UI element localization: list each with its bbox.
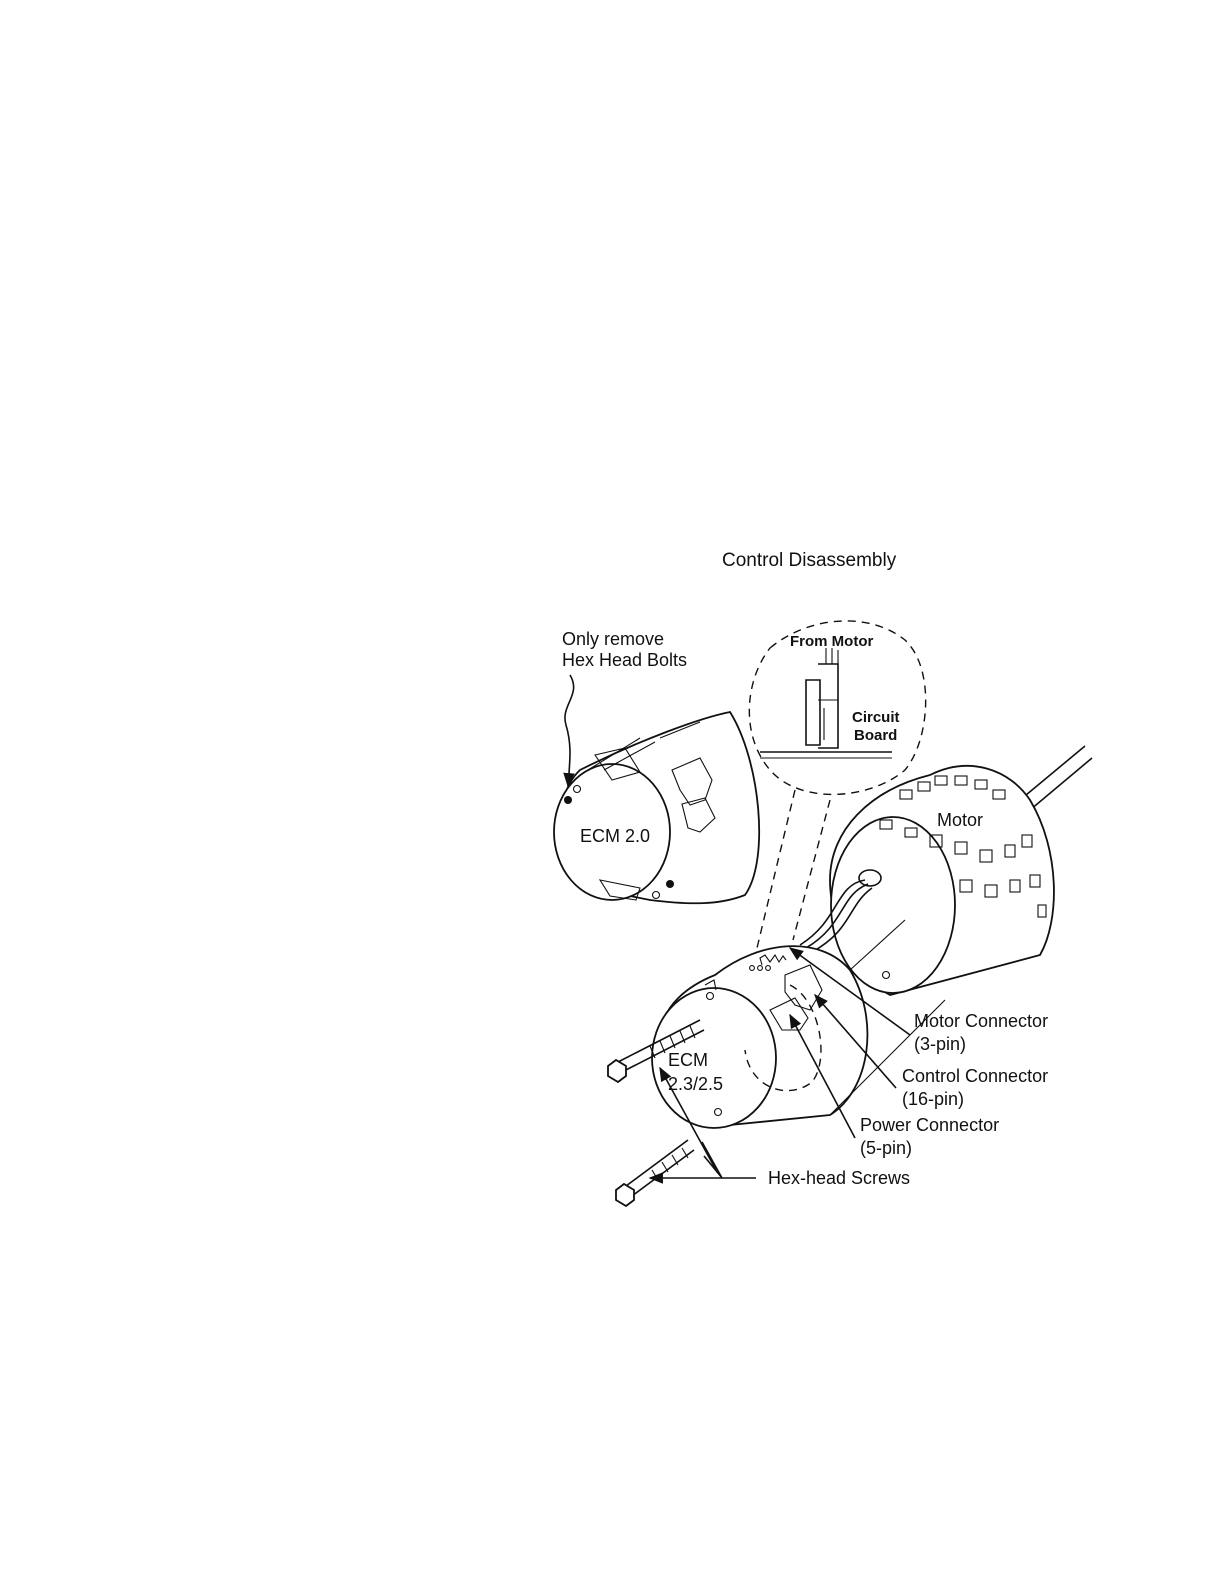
motor [830, 746, 1092, 995]
only-remove-label-line1: Only remove [562, 629, 665, 649]
circuit-label: Circuit [852, 709, 900, 726]
diagram-title: Control Disassembly [722, 550, 897, 571]
ecm20-control [554, 712, 759, 903]
motor-label: Motor [937, 810, 984, 830]
motor-connector-label-line1: Motor Connector [914, 1011, 1049, 1031]
ecm20-label: ECM 2.0 [580, 826, 651, 846]
power-connector-label-line2: (5-pin) [860, 1138, 913, 1158]
control-connector-label-line1: Control Connector [902, 1066, 1049, 1086]
power-connector-label-line1: Power Connector [860, 1115, 1000, 1135]
ecm23-label-line2: 2.3/2.5 [668, 1074, 724, 1094]
ecm23-label-line1: ECM [668, 1050, 708, 1070]
from-motor-label: From Motor [790, 633, 874, 650]
only-remove-label-line2: Hex Head Bolts [562, 650, 688, 670]
control-connector-label-line2: (16-pin) [902, 1089, 965, 1109]
motor-connector-label-line2: (3-pin) [914, 1034, 967, 1054]
only-remove-leader [565, 675, 574, 786]
hex-screw-lower [616, 1140, 694, 1206]
hex-screws-label: Hex-head Screws [768, 1168, 911, 1188]
board-label: Board [854, 727, 898, 744]
